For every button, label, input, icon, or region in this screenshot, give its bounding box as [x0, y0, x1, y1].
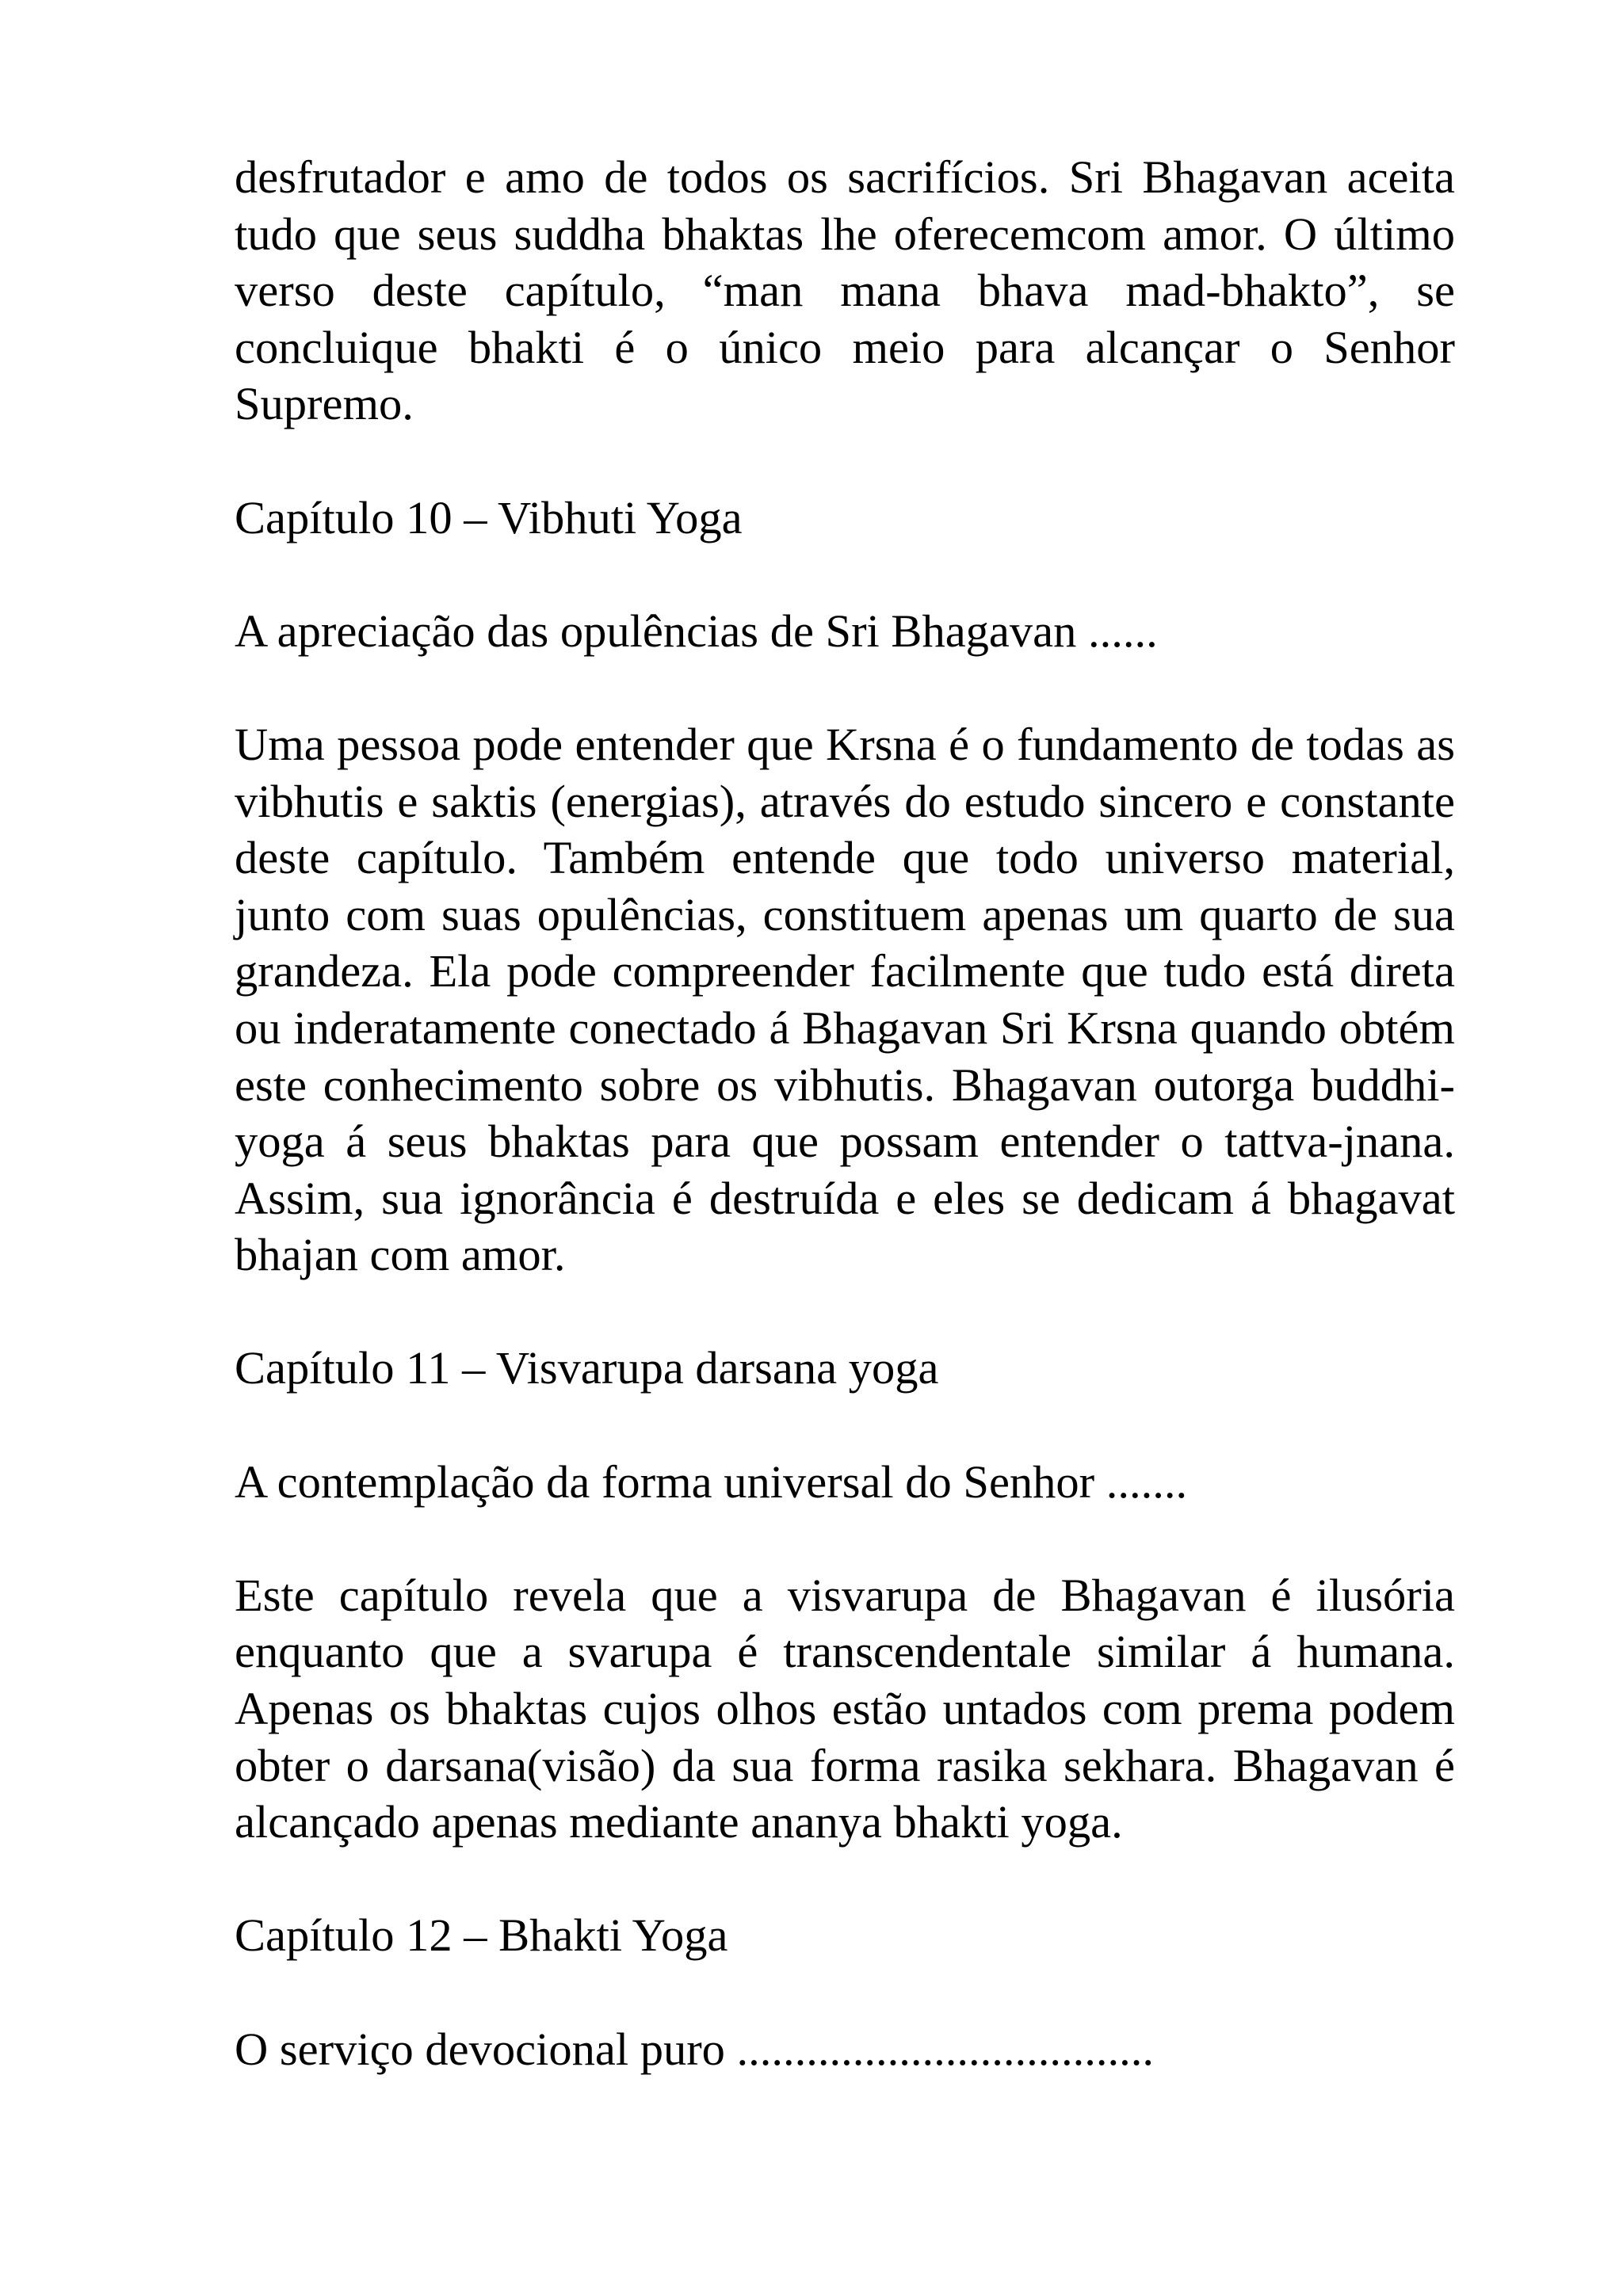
chapter-11-subtitle: A contemplação da forma universal do Senhor .......: [235, 1455, 1188, 1508]
chapter-12-heading: Capítulo 12 – Bhakti Yoga: [235, 1909, 728, 1962]
chapter-12-subtitle: O serviço devocional puro ....................................: [235, 2023, 1155, 2075]
paragraph-chapter-9-conclusion: desfrutador e amo de todos os sacrifícios. Sri Bhagavan aceita tudo que seus suddha bhaktas lhe oferecemcom amor. O último verso deste capítulo, “man mana bhava mad-bhakto”, se concluique bhakti é o único meio para alcançar o Senhor Supremo.: [235, 151, 1455, 430]
chapter-10-heading: Capítulo 10 – Vibhuti Yoga: [235, 491, 743, 543]
paragraph-chapter-10: Uma pessoa pode entender que Krsna é o fundamento de todas as vibhutis e saktis (energias), através do estudo sincero e constante deste capítulo. Também entende que todo universo material, junto com suas opulências, constituem apenas um quarto de sua grandeza. Ela pode compreender facilmente que tudo está direta ou inderatamente conectado á Bhagavan Sri Krsna quando obtém este conhecimento sobre os vibhutis. Bhagavan outorga buddhi-yoga á seus bhaktas para que possam entender o tattva-jnana. Assim, sua ignorância é destruída e eles se dedicam á bhagavat bhajan com amor.: [235, 718, 1455, 1281]
chapter-10-subtitle: A apreciação das opulências de Sri Bhagavan ......: [235, 605, 1158, 657]
paragraph-chapter-11: Este capítulo revela que a visvarupa de Bhagavan é ilusória enquanto que a svarupa é transcendentale similar á humana. Apenas os bhaktas cujos olhos estão untados com prema podem obter o darsana(visão) da sua forma rasika sekhara. Bhagavan é alcançado apenas mediante ananya bhakti yoga.: [235, 1569, 1455, 1848]
document-page: [235, 149, 1455, 2077]
chapter-11-heading: Capítulo 11 – Visvarupa darsana yoga: [235, 1342, 939, 1394]
